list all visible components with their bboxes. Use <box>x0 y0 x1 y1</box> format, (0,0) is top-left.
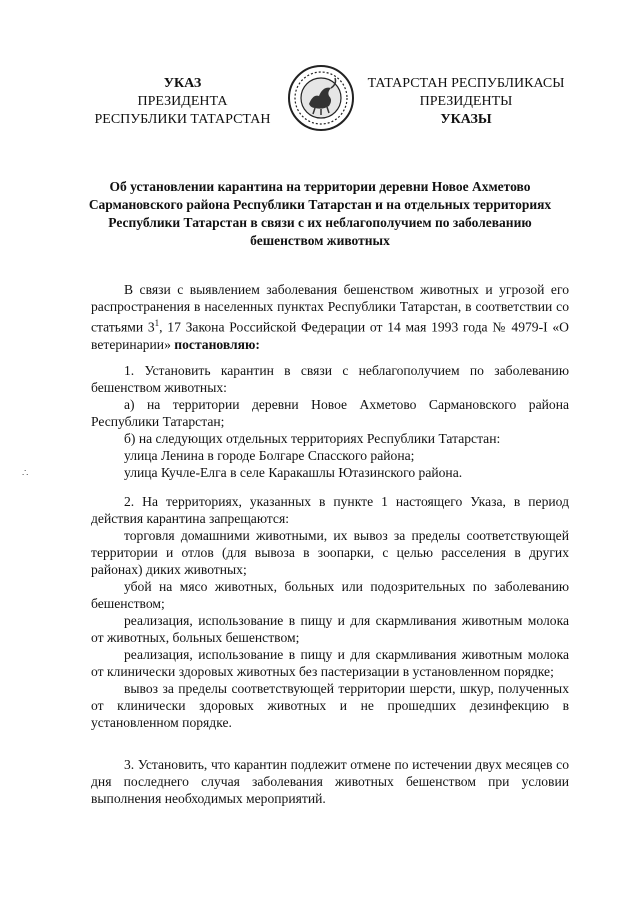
paragraph-2-item-3: реализация, использование в пищу и для скармливания животным молока от животных, больных бешенством; <box>91 613 569 645</box>
preamble-text-after: , 17 Закона Российской Федерации от 14 мая 1993 года № 4979-I «О ветеринарии» <box>91 319 569 352</box>
preamble-text: В связи с выявлением заболевания бешенством животных и угрозой его распространения в населенных пунктах Республики Татарстан, в соответствии со статьями 3 <box>91 282 569 335</box>
document-title: Об установлении карантина на территории деревни Новое Ахметово Сармановского района Республики Татарстан и на отдельных территориях Республики Татарстан в связи с их неблагополучием по заболеванию бешенством животных <box>88 179 552 248</box>
header-left-line-3: РЕСПУБЛИКИ ТАТАРСТАН <box>94 112 271 127</box>
paragraph-3-text: 3. Установить, что карантин подлежит отмене по истечении двух месяцев со дня последнего случая заболевания животных бешенством при условии выполнения необходимых мероприятий. <box>91 757 569 806</box>
paragraph-1 <box>91 362 569 481</box>
header-right <box>366 75 566 129</box>
preamble-superscript: 1 <box>154 318 160 328</box>
paragraph-3 <box>91 756 569 807</box>
paragraph-2-item-5: вывоз за пределы соответствующей территории шерсти, шкур, полученных от клинически здоровых животных и не прошедших дезинфекцию в установленном порядке. <box>91 681 569 730</box>
paragraph-2-item-2: убой на мясо животных, больных или подозрительных по заболеванию бешенством; <box>91 579 569 611</box>
header-left <box>90 75 275 129</box>
preamble <box>91 281 569 353</box>
paragraph-2-item-4: реализация, использование в пищу и для скармливания животным молока от клинически здоровых животных без пастеризации в установленном порядке; <box>91 647 569 679</box>
paragraph-1-street-1: улица Ленина в городе Болгаре Спасского района; <box>124 448 415 463</box>
paragraph-1-b: б) на следующих отдельных территориях Республики Татарстан: <box>124 431 501 446</box>
header-right-line-2: ПРЕЗИДЕНТЫ <box>419 94 513 109</box>
paragraph-1-a: а) на территории деревни Новое Ахметово Сармановского района Республики Татарстан; <box>91 397 569 429</box>
header-right-line-1: ТАТАРСТАН РЕСПУБЛИКАСЫ <box>367 76 565 91</box>
header-right-line-3: УКАЗЫ <box>440 112 492 127</box>
paragraph-2 <box>91 493 569 731</box>
paragraph-2-main: 2. На территориях, указанных в пункте 1 настоящего Указа, в период действия карантина запрещаются: <box>91 494 569 526</box>
paragraph-2-item-1: торговля домашними животными, их вывоз за пределы соответствующей территории и отлов (для вывоза в зоопарки, с целью расселения в других районах) диких животных; <box>91 528 569 577</box>
paragraph-1-street-2: улица Кучле-Елга в селе Каракашлы Ютазинского района. <box>124 465 463 480</box>
tatarstan-coat-of-arms-icon <box>287 64 355 132</box>
paragraph-1-main: 1. Установить карантин в связи с неблагополучием по заболеванию бешенством животных: <box>91 363 569 395</box>
header-left-line-1: УКАЗ <box>163 76 202 91</box>
preamble-decree-word: постановляю: <box>174 336 260 352</box>
header-left-line-2: ПРЕЗИДЕНТА <box>137 94 228 109</box>
scan-mark: ∴ <box>22 468 29 479</box>
preamble-paragraph <box>91 281 569 353</box>
